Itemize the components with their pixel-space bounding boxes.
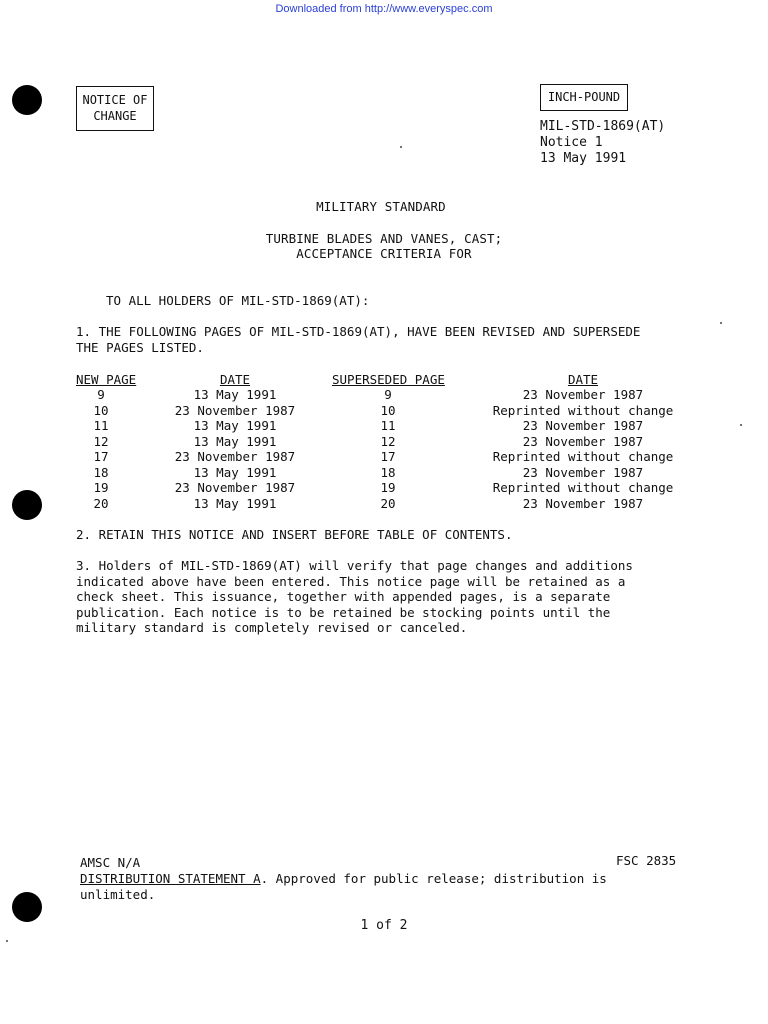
paragraph-2: 2. RETAIN THIS NOTICE AND INSERT BEFORE TABLE OF CONTENTS. xyxy=(76,527,513,542)
footer-block xyxy=(80,855,607,903)
superseded-date-cell: 23 November 1987 xyxy=(522,464,644,480)
paragraph-1-line1: 1. THE FOLLOWING PAGES OF MIL-STD-1869(AT), HAVE BEEN REVISED AND SUPERSEDE xyxy=(76,324,641,339)
document-identification xyxy=(540,119,665,167)
paragraph-1 xyxy=(76,324,716,355)
new-page-cell: 17 xyxy=(93,449,109,464)
superseded-date-cell: 23 November 1987 xyxy=(522,387,644,402)
superseded-page-cell: 19 xyxy=(380,480,396,495)
new-page-cell: 19 xyxy=(93,480,109,495)
header-date-new: DATE xyxy=(219,372,251,387)
scan-speck xyxy=(6,940,8,942)
download-source-link[interactable]: Downloaded from http://www.everyspec.com xyxy=(275,3,493,15)
notice-date: 13 May 1991 xyxy=(540,151,627,166)
superseded-page-cell: 9 xyxy=(384,387,392,402)
new-date-cell: 13 May 1991 xyxy=(193,418,277,433)
new-page-cell: 10 xyxy=(93,402,109,418)
superseded-date-cell: 23 November 1987 xyxy=(522,418,644,433)
superseded-page-cell: 17 xyxy=(380,449,396,464)
notice-box-line2: CHANGE xyxy=(93,109,137,123)
new-date-cell: 23 November 1987 xyxy=(174,449,296,464)
standard-title-line2: ACCEPTANCE CRITERIA FOR xyxy=(296,246,472,261)
superseded-page-cell: 12 xyxy=(380,433,396,449)
new-page-cell: 11 xyxy=(93,418,109,433)
punch-hole-middle xyxy=(12,490,42,520)
distribution-statement xyxy=(80,871,607,887)
superseded-page-cell: 18 xyxy=(380,464,396,480)
new-date-cell: 13 May 1991 xyxy=(193,464,277,480)
superseded-date-cell: Reprinted without change xyxy=(492,480,674,495)
new-date-cell: 23 November 1987 xyxy=(174,402,296,418)
fsc-code: FSC 2835 xyxy=(616,853,677,868)
distribution-statement-label: DISTRIBUTION STATEMENT A xyxy=(80,871,261,886)
new-page-cell: 18 xyxy=(93,464,109,480)
superseded-page-cell: 10 xyxy=(380,402,396,418)
distribution-statement-continued: unlimited. xyxy=(80,887,156,902)
superseded-page-cell: 11 xyxy=(380,418,396,433)
scan-speck xyxy=(720,322,722,324)
new-page-cell: 9 xyxy=(97,387,105,402)
page-number: 1 of 2 xyxy=(360,918,408,933)
new-date-cell: 23 November 1987 xyxy=(174,480,296,495)
scan-speck xyxy=(740,424,742,426)
inch-pound-box: INCH-POUND xyxy=(540,84,628,111)
document-number: MIL-STD-1869(AT) xyxy=(540,119,666,134)
header-superseded-page: SUPERSEDED PAGE xyxy=(332,372,445,387)
new-page-cell: 20 xyxy=(93,495,109,511)
new-page-cell: 12 xyxy=(93,433,109,449)
superseded-date-cell: Reprinted without change xyxy=(492,449,674,464)
scan-speck xyxy=(400,146,402,148)
paragraph-3-line1: 3. Holders of MIL-STD-1869(AT) will verify that page changes and additions xyxy=(76,558,633,573)
notice-of-change-box xyxy=(76,86,154,131)
new-date-cell: 13 May 1991 xyxy=(193,495,277,511)
paragraph-3-line5: military standard is completely revised or canceled. xyxy=(76,620,468,635)
superseded-date-cell: 23 November 1987 xyxy=(522,433,644,449)
superseded-page-cell: 20 xyxy=(380,495,396,511)
header-date-superseded: DATE xyxy=(567,372,599,387)
superseded-date-cell: Reprinted without change xyxy=(492,402,674,418)
superseded-date-cell: 23 November 1987 xyxy=(522,495,644,511)
notice-box-line1: NOTICE OF xyxy=(82,93,148,107)
paragraph-3-line4: publication. Each notice is to be retained be stocking points until the xyxy=(76,604,611,620)
amsc-code: AMSC N/A xyxy=(80,855,141,870)
header-new-page: NEW PAGE xyxy=(76,372,137,387)
standard-heading: MILITARY STANDARD xyxy=(316,199,446,214)
punch-hole-top xyxy=(12,85,42,115)
paragraph-1-line2: THE PAGES LISTED. xyxy=(76,339,204,355)
distribution-statement-text: . Approved for public release; distribution is xyxy=(260,871,607,886)
paragraph-3-line3: check sheet. This issuance, together with appended pages, is a separate xyxy=(76,589,611,604)
addressee-line: TO ALL HOLDERS OF MIL-STD-1869(AT): xyxy=(106,293,370,308)
standard-title-line1: TURBINE BLADES AND VANES, CAST; xyxy=(265,231,503,246)
new-date-cell: 13 May 1991 xyxy=(193,433,277,449)
paragraph-3 xyxy=(76,558,696,636)
paragraph-3-line2: indicated above have been entered. This notice page will be retained as a xyxy=(76,573,626,589)
notice-number: Notice 1 xyxy=(540,135,603,150)
new-date-cell: 13 May 1991 xyxy=(193,387,277,402)
